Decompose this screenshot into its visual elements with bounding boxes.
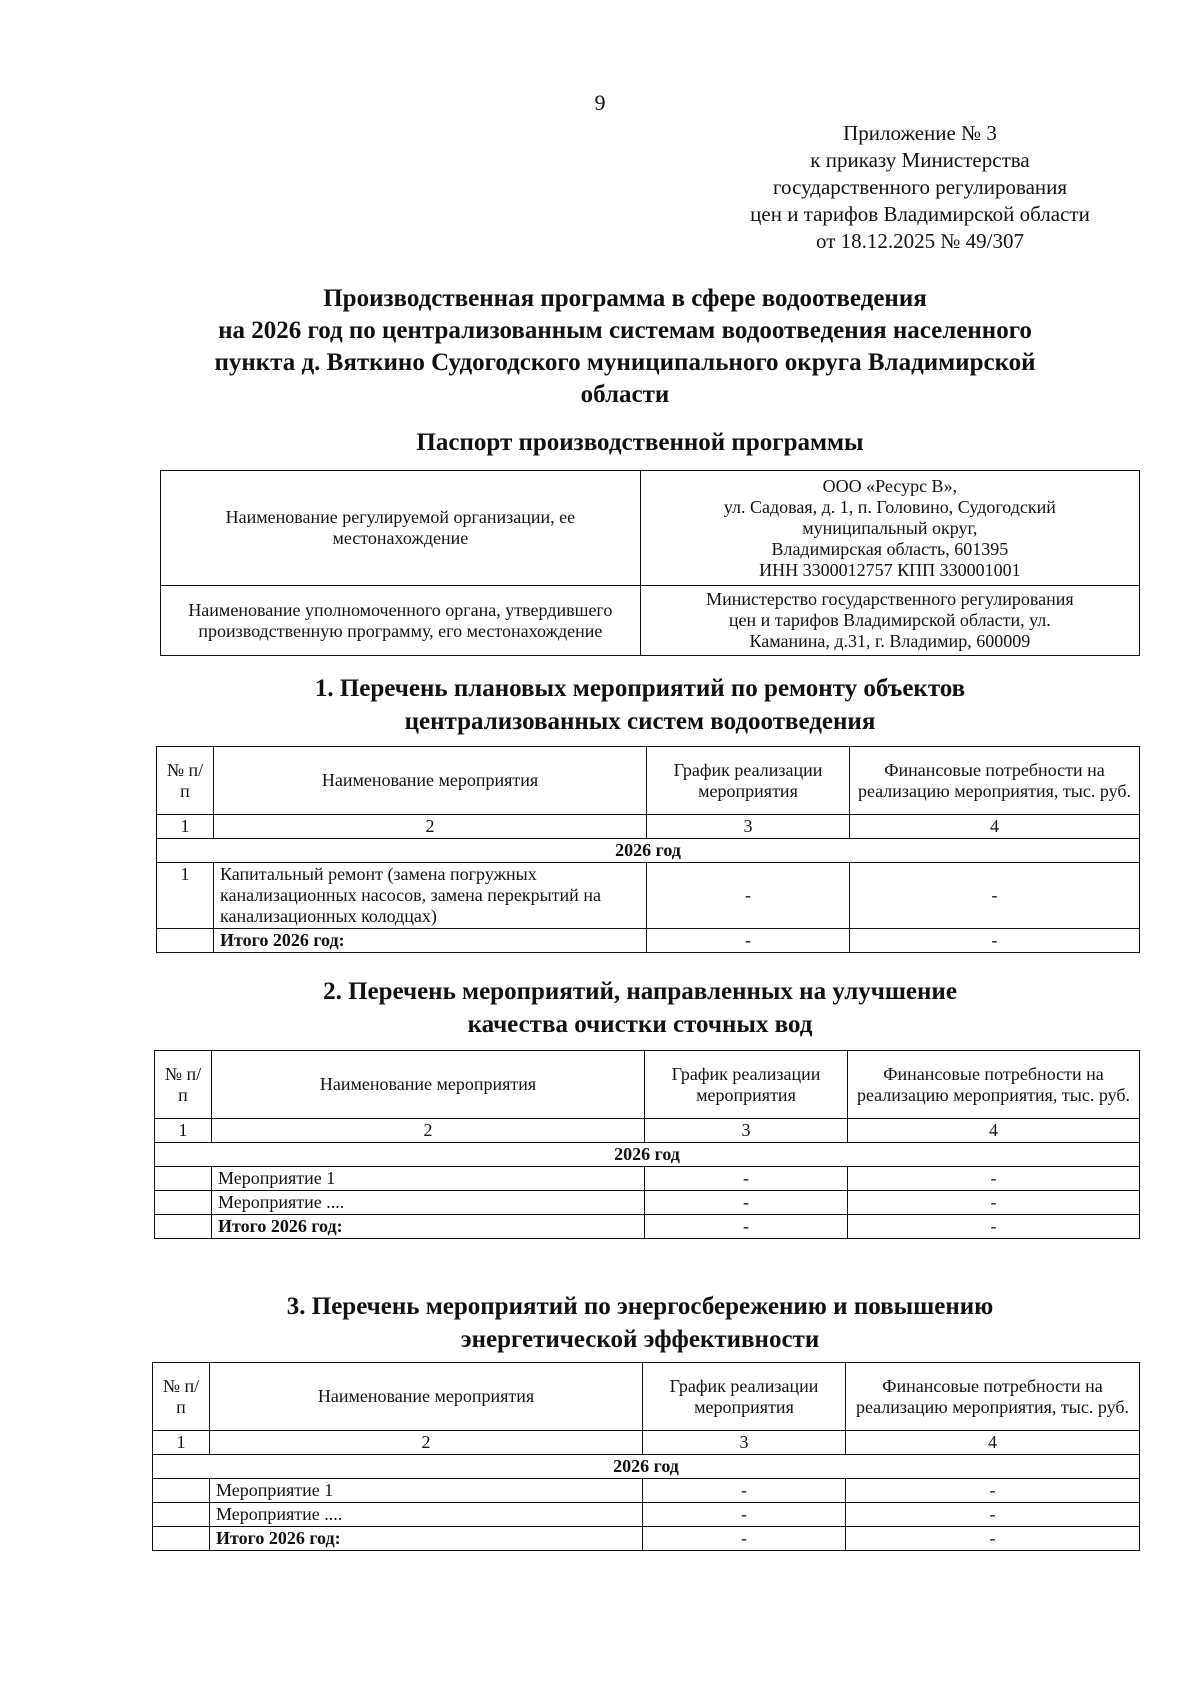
total-cost: - bbox=[850, 929, 1140, 953]
row-cost: - bbox=[850, 863, 1140, 929]
table-row bbox=[155, 1167, 1140, 1191]
total-label: Итого 2026 год: bbox=[214, 929, 647, 953]
total-schedule: - bbox=[645, 1215, 848, 1239]
total-label: Итого 2026 год: bbox=[212, 1215, 645, 1239]
section-heading-line: 1. Перечень плановых мероприятий по ремонту объектов bbox=[314, 675, 966, 702]
table-header-row bbox=[155, 1051, 1140, 1119]
row-name: Мероприятие 1 bbox=[210, 1479, 643, 1503]
header-num: № п/п bbox=[155, 1051, 212, 1119]
passport-value-line: Каманина, д.31, г. Владимир, 600009 bbox=[749, 631, 1031, 651]
total-cost: - bbox=[848, 1215, 1140, 1239]
section-2-heading bbox=[140, 975, 1140, 1041]
row-num bbox=[153, 1479, 210, 1503]
section-1-heading bbox=[140, 672, 1140, 738]
section-3-heading bbox=[140, 1290, 1140, 1356]
header-name: Наименование мероприятия bbox=[214, 747, 647, 815]
year-label: 2026 год bbox=[155, 1143, 1140, 1167]
section-3-table bbox=[152, 1362, 1140, 1551]
row-schedule: - bbox=[645, 1167, 848, 1191]
passport-value bbox=[640, 471, 1139, 586]
row-num bbox=[153, 1503, 210, 1527]
header-num: № п/п bbox=[153, 1363, 210, 1431]
total-schedule: - bbox=[643, 1527, 846, 1551]
section-heading-line: энергетической эффективности bbox=[460, 1326, 820, 1353]
section-heading-line: централизованных систем водоотведения bbox=[404, 708, 876, 735]
section-heading-line: качества очистки сточных вод bbox=[467, 1011, 813, 1038]
header-cost: Финансовые потребности на реализацию мероприятия, тыс. руб. bbox=[850, 747, 1140, 815]
row-cost: - bbox=[848, 1167, 1140, 1191]
passport-row bbox=[161, 586, 1140, 656]
passport-value-line: ул. Садовая, д. 1, п. Головино, Судогодский bbox=[723, 496, 1056, 517]
title-line: на 2026 год по централизованным системам водоотведения населенного bbox=[218, 317, 1032, 344]
table-row bbox=[155, 1191, 1140, 1215]
table-header-row bbox=[153, 1363, 1140, 1431]
section-heading-line: 3. Перечень мероприятий по энергосбережению и повышению bbox=[286, 1293, 994, 1320]
page-number: 9 bbox=[594, 90, 606, 115]
row-cost: - bbox=[846, 1479, 1140, 1503]
passport-value-line: ИНН 3300012757 КПП 330001001 bbox=[759, 559, 1021, 580]
year-label: 2026 год bbox=[153, 1455, 1140, 1479]
section-1-table bbox=[156, 746, 1140, 953]
column-number: 3 bbox=[643, 1431, 846, 1455]
header-cost: Финансовые потребности на реализацию мероприятия, тыс. руб. bbox=[846, 1363, 1140, 1431]
total-label: Итого 2026 год: bbox=[210, 1527, 643, 1551]
row-cost: - bbox=[848, 1191, 1140, 1215]
column-number: 3 bbox=[645, 1119, 848, 1143]
header-name: Наименование мероприятия bbox=[210, 1363, 643, 1431]
appendix-line: Приложение № 3 bbox=[843, 121, 997, 145]
column-number: 4 bbox=[848, 1119, 1140, 1143]
passport-row bbox=[161, 471, 1140, 586]
passport-value-line: ООО «Ресурс В», bbox=[822, 475, 958, 496]
column-number-row bbox=[153, 1431, 1140, 1455]
passport-value-line: цен и тарифов Владимирской области, ул. bbox=[728, 610, 1051, 630]
passport-value bbox=[640, 586, 1139, 656]
passport-label: Наименование уполномоченного органа, утвердившего производственную программу, его местонахождение bbox=[161, 586, 641, 656]
row-schedule: - bbox=[647, 863, 850, 929]
passport-label: Наименование регулируемой организации, ее местонахождение bbox=[161, 471, 641, 586]
passport-value-line: Министерство государственного регулирования bbox=[706, 589, 1074, 609]
column-number: 1 bbox=[155, 1119, 212, 1143]
title-line: области bbox=[580, 381, 670, 408]
total-row bbox=[153, 1527, 1140, 1551]
column-number-row bbox=[155, 1119, 1140, 1143]
row-num bbox=[153, 1527, 210, 1551]
row-name: Мероприятие .... bbox=[210, 1503, 643, 1527]
row-cost: - bbox=[846, 1503, 1140, 1527]
passport-value-line: Владимирская область, 601395 bbox=[771, 538, 1009, 559]
title-line: Производственная программа в сфере водоотведения bbox=[323, 285, 927, 312]
table-row bbox=[157, 863, 1140, 929]
column-number: 1 bbox=[153, 1431, 210, 1455]
section-heading-line: 2. Перечень мероприятий, направленных на улучшение bbox=[323, 978, 957, 1005]
row-schedule: - bbox=[643, 1503, 846, 1527]
total-cost: - bbox=[846, 1527, 1140, 1551]
column-number-row bbox=[157, 815, 1140, 839]
column-number: 4 bbox=[850, 815, 1140, 839]
passport-heading bbox=[140, 426, 1140, 459]
header-num: № п/п bbox=[157, 747, 214, 815]
passport-heading-text: Паспорт производственной программы bbox=[416, 429, 864, 456]
header-cost: Финансовые потребности на реализацию мероприятия, тыс. руб. bbox=[848, 1051, 1140, 1119]
row-schedule: - bbox=[645, 1191, 848, 1215]
column-number: 1 bbox=[157, 815, 214, 839]
header-schedule: График реализации мероприятия bbox=[645, 1051, 848, 1119]
total-row bbox=[157, 929, 1140, 953]
row-num bbox=[155, 1167, 212, 1191]
row-num bbox=[157, 929, 214, 953]
column-number: 3 bbox=[647, 815, 850, 839]
appendix-line: к приказу Министерства bbox=[810, 148, 1030, 172]
passport-table bbox=[160, 470, 1140, 656]
appendix-line: государственного регулирования bbox=[772, 175, 1068, 199]
column-number: 4 bbox=[846, 1431, 1140, 1455]
row-schedule: - bbox=[643, 1479, 846, 1503]
header-name: Наименование мероприятия bbox=[212, 1051, 645, 1119]
year-row bbox=[153, 1455, 1140, 1479]
passport-value-line: муниципальный округ, bbox=[802, 517, 978, 538]
header-schedule: График реализации мероприятия bbox=[643, 1363, 846, 1431]
appendix-line: цен и тарифов Владимирской области bbox=[750, 202, 1090, 226]
column-number: 2 bbox=[210, 1431, 643, 1455]
row-num: 1 bbox=[157, 863, 214, 929]
table-row bbox=[153, 1503, 1140, 1527]
row-name: Мероприятие .... bbox=[212, 1191, 645, 1215]
appendix-line: от 18.12.2025 № 49/307 bbox=[815, 229, 1025, 253]
year-row bbox=[157, 839, 1140, 863]
column-number: 2 bbox=[212, 1119, 645, 1143]
appendix-block bbox=[720, 120, 1120, 255]
title-line: пункта д. Вяткино Судогодского муниципального округа Владимирской bbox=[214, 349, 1036, 376]
table-header-row bbox=[157, 747, 1140, 815]
total-schedule: - bbox=[647, 929, 850, 953]
year-row bbox=[155, 1143, 1140, 1167]
row-name: Мероприятие 1 bbox=[212, 1167, 645, 1191]
document-title bbox=[150, 283, 1100, 411]
section-2-table bbox=[154, 1050, 1140, 1239]
year-label: 2026 год bbox=[157, 839, 1140, 863]
table-row bbox=[153, 1479, 1140, 1503]
row-num bbox=[155, 1191, 212, 1215]
row-name: Капитальный ремонт (замена погружных канализационных насосов, замена перекрытий на канализационных колодцах) bbox=[214, 863, 647, 929]
row-num bbox=[155, 1215, 212, 1239]
column-number: 2 bbox=[214, 815, 647, 839]
header-schedule: График реализации мероприятия bbox=[647, 747, 850, 815]
total-row bbox=[155, 1215, 1140, 1239]
